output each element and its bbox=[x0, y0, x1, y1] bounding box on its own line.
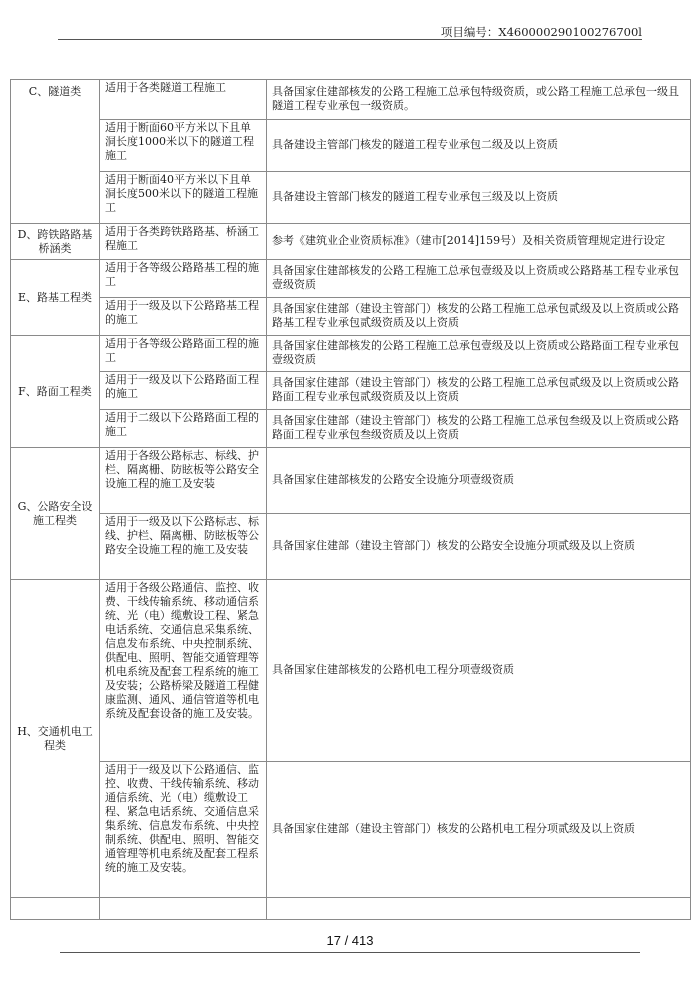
table-row-continuation bbox=[11, 898, 691, 920]
table-row bbox=[11, 762, 691, 898]
page-number: 17 / 413 bbox=[326, 933, 374, 948]
requirement-cell: 具备国家住建部（建设主管部门）核发的公路工程施工总承包贰级及以上资质或公路路基工程专业承包贰级资质及以上资质 bbox=[267, 298, 691, 336]
table-row bbox=[11, 260, 691, 298]
empty-cell bbox=[11, 898, 100, 920]
category-cell: D、跨铁路路基桥涵类 bbox=[11, 224, 100, 260]
table-row bbox=[11, 298, 691, 336]
requirement-cell: 具备国家住建部（建设主管部门）核发的公路工程施工总承包叁级及以上资质或公路路面工程专业承包叁级资质及以上资质 bbox=[267, 410, 691, 448]
scope-cell: 适用于一级及以下公路标志、标线、护栏、隔离栅、防眩板等公路安全设施工程的施工及安装 bbox=[100, 514, 267, 580]
scope-cell: 适用于断面40平方米以下且单洞长度500米以下的隧道工程施工 bbox=[100, 172, 267, 224]
requirement-cell: 具备国家住建部（建设主管部门）核发的公路机电工程分项贰级及以上资质 bbox=[267, 762, 691, 898]
requirement-cell: 具备国家住建部核发的公路机电工程分项壹级资质 bbox=[267, 580, 691, 762]
requirement-cell: 具备国家住建部（建设主管部门）核发的公路工程施工总承包贰级及以上资质或公路路面工程专业承包贰级资质及以上资质 bbox=[267, 372, 691, 410]
scope-cell: 适用于一级及以下公路通信、监控、收费、干线传输系统、移动通信系统、光（电）缆敷设工程、紧急电话系统、交通信息采集系统、信息发布系统、中央控制系统、供配电、照明、智能交通管理等机电系统及配套工程系统的施工及安装。 bbox=[100, 762, 267, 898]
requirement-cell: 具备国家住建部（建设主管部门）核发的公路安全设施分项贰级及以上资质 bbox=[267, 514, 691, 580]
scope-cell: 适用于一级及以下公路路面工程的施工 bbox=[100, 372, 267, 410]
table-row bbox=[11, 580, 691, 762]
requirement-cell: 具备国家住建部核发的公路工程施工总承包壹级及以上资质或公路路基工程专业承包壹级资质 bbox=[267, 260, 691, 298]
empty-cell bbox=[100, 898, 267, 920]
table-row bbox=[11, 224, 691, 260]
requirement-cell: 具备建设主管部门核发的隧道工程专业承包三级及以上资质 bbox=[267, 172, 691, 224]
scope-cell: 适用于各级公路标志、标线、护栏、隔离栅、防眩板等公路安全设施工程的施工及安装 bbox=[100, 448, 267, 514]
requirement-cell: 参考《建筑业企业资质标准》（建市[2014]159号）及相关资质管理规定进行设定 bbox=[267, 224, 691, 260]
table-row bbox=[11, 514, 691, 580]
project-code: 项目编号：X460000290100276700l bbox=[440, 25, 642, 39]
category-cell: E、路基工程类 bbox=[11, 260, 100, 336]
table-row bbox=[11, 410, 691, 448]
category-cell: H、交通机电工程类 bbox=[11, 580, 100, 898]
scope-cell: 适用于断面60平方米以下且单洞长度1000米以下的隧道工程施工 bbox=[100, 120, 267, 172]
scope-cell: 适用于一级及以下公路路基工程的施工 bbox=[100, 298, 267, 336]
table-row bbox=[11, 120, 691, 172]
category-cell: G、公路安全设施工程类 bbox=[11, 448, 100, 580]
scope-cell: 适用于各等级公路路基工程的施工 bbox=[100, 260, 267, 298]
table-row bbox=[11, 372, 691, 410]
category-cell: F、路面工程类 bbox=[11, 336, 100, 448]
scope-cell: 适用于各类跨铁路路基、桥涵工程施工 bbox=[100, 224, 267, 260]
header-divider bbox=[58, 39, 642, 40]
scope-cell: 适用于各等级公路路面工程的施工 bbox=[100, 336, 267, 372]
empty-cell bbox=[267, 898, 691, 920]
footer-divider bbox=[60, 952, 640, 953]
scope-cell: 适用于二级以下公路路面工程的施工 bbox=[100, 410, 267, 448]
requirement-cell: 具备国家住建部核发的公路安全设施分项壹级资质 bbox=[267, 448, 691, 514]
requirement-cell: 具备国家住建部核发的公路工程施工总承包特级资质，或公路工程施工总承包一级且隧道工程专业承包一级资质。 bbox=[267, 80, 691, 120]
table-row bbox=[11, 80, 691, 120]
table-row bbox=[11, 448, 691, 514]
qualification-table bbox=[10, 79, 691, 920]
table-row bbox=[11, 172, 691, 224]
scope-cell: 适用于各级公路通信、监控、收费、干线传输系统、移动通信系统、光（电）缆敷设工程、紧急电话系统、交通信息采集系统、信息发布系统、中央控制系统、供配电、照明、智能交通管理等机电系统及配套工程系统的施工及安装；公路桥梁及隧道工程健康监测、通风、通信管道等机电系统及配套设备的施工及安装。 bbox=[100, 580, 267, 762]
table-row bbox=[11, 336, 691, 372]
category-cell: C、隧道类 bbox=[11, 80, 100, 224]
scope-cell: 适用于各类隧道工程施工 bbox=[100, 80, 267, 120]
requirement-cell: 具备国家住建部核发的公路工程施工总承包壹级及以上资质或公路路面工程专业承包壹级资质 bbox=[267, 336, 691, 372]
requirement-cell: 具备建设主管部门核发的隧道工程专业承包二级及以上资质 bbox=[267, 120, 691, 172]
